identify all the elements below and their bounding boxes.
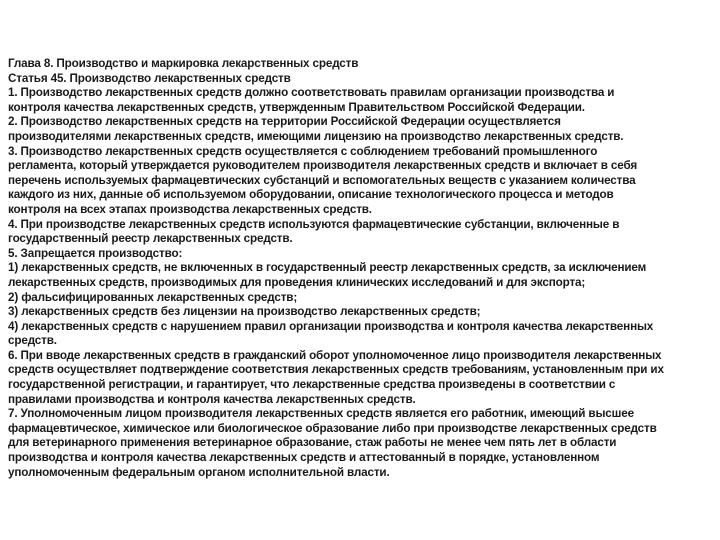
text-line: 1) лекарственных средств, не включенных в государственный реестр лекарственных средств, за исключением	[8, 261, 647, 275]
text-line: регламента, который утверждается руководителем производителя лекарственных средств и включает в себя	[8, 159, 638, 173]
text-line: лекарственных средств, производимых для проведения клинических исследований и для экспорта;	[8, 275, 586, 289]
text-line: 7. Уполномоченным лицом производителя лекарственных средств является его работник, имеющий высшее	[8, 407, 634, 421]
text-line: 2. Производство лекарственных средств на территории Российской Федерации осуществляется	[8, 115, 561, 129]
text-line: 3. Производство лекарственных средств осуществляется с соблюдением требований промышленного	[8, 144, 598, 158]
text-line: перечень используемых фармацевтических субстанций и вспомогательных веществ с указанием количества	[8, 173, 636, 187]
text-line: производителями лекарственных средств, имеющими лицензию на производство лекарственных средств.	[8, 129, 624, 143]
text-line: 5. Запрещается производство:	[8, 246, 183, 260]
text-line: 4) лекарственных средств с нарушением правил организации производства и контроля качества лекарственных	[8, 319, 654, 333]
text-line: 6. При вводе лекарственных средств в гражданский оборот уполномоченное лицо производителя лекарственных	[8, 348, 662, 362]
text-line: уполномоченным федеральным органом исполнительной власти.	[8, 465, 390, 479]
document-text	[8, 57, 714, 480]
article-title: Статья 45. Производство лекарственных средств	[8, 71, 291, 85]
text-line: 4. При производстве лекарственных средств используются фармацевтические субстанции, включенные в	[8, 217, 620, 231]
text-line: 2) фальсифицированных лекарственных средств;	[8, 290, 298, 304]
text-line: средств.	[8, 334, 57, 348]
text-line: государственный реестр лекарственных средств.	[8, 232, 293, 246]
chapter-title: Глава 8. Производство и маркировка лекарственных средств	[8, 57, 359, 70]
text-line: 3) лекарственных средств без лицензии на производство лекарственных средств;	[8, 305, 481, 319]
text-line: для ветеринарного применения ветеринарное образование, стаж работы не менее чем пять лет в области	[8, 436, 617, 450]
text-line: фармацевтическое, химическое или биологическое образование либо при производстве лекарственных средств	[8, 421, 657, 435]
text-line: средств осуществляет подтверждение соответствия лекарственных средств требованиям, установленным при их	[8, 363, 664, 377]
text-line: государственной регистрации, и гарантирует, что лекарственные средства произведены в соответствии с	[8, 378, 616, 392]
text-line: каждого из них, данные об используемом оборудовании, описание технологического процесса и методов	[8, 188, 614, 202]
text-line: контроля на всех этапах производства лекарственных средств.	[8, 202, 372, 216]
text-line: контроля качества лекарственных средств, утвержденным Правительством Российской Федерации.	[8, 100, 585, 114]
text-line: правилами производства и контроля качества лекарственных средств.	[8, 392, 416, 406]
text-line: 1. Производство лекарственных средств должно соответствовать правилам организации производства и	[8, 86, 615, 100]
text-line: производства и контроля качества лекарственных средств и аттестованный в порядке, установленном	[8, 451, 600, 465]
